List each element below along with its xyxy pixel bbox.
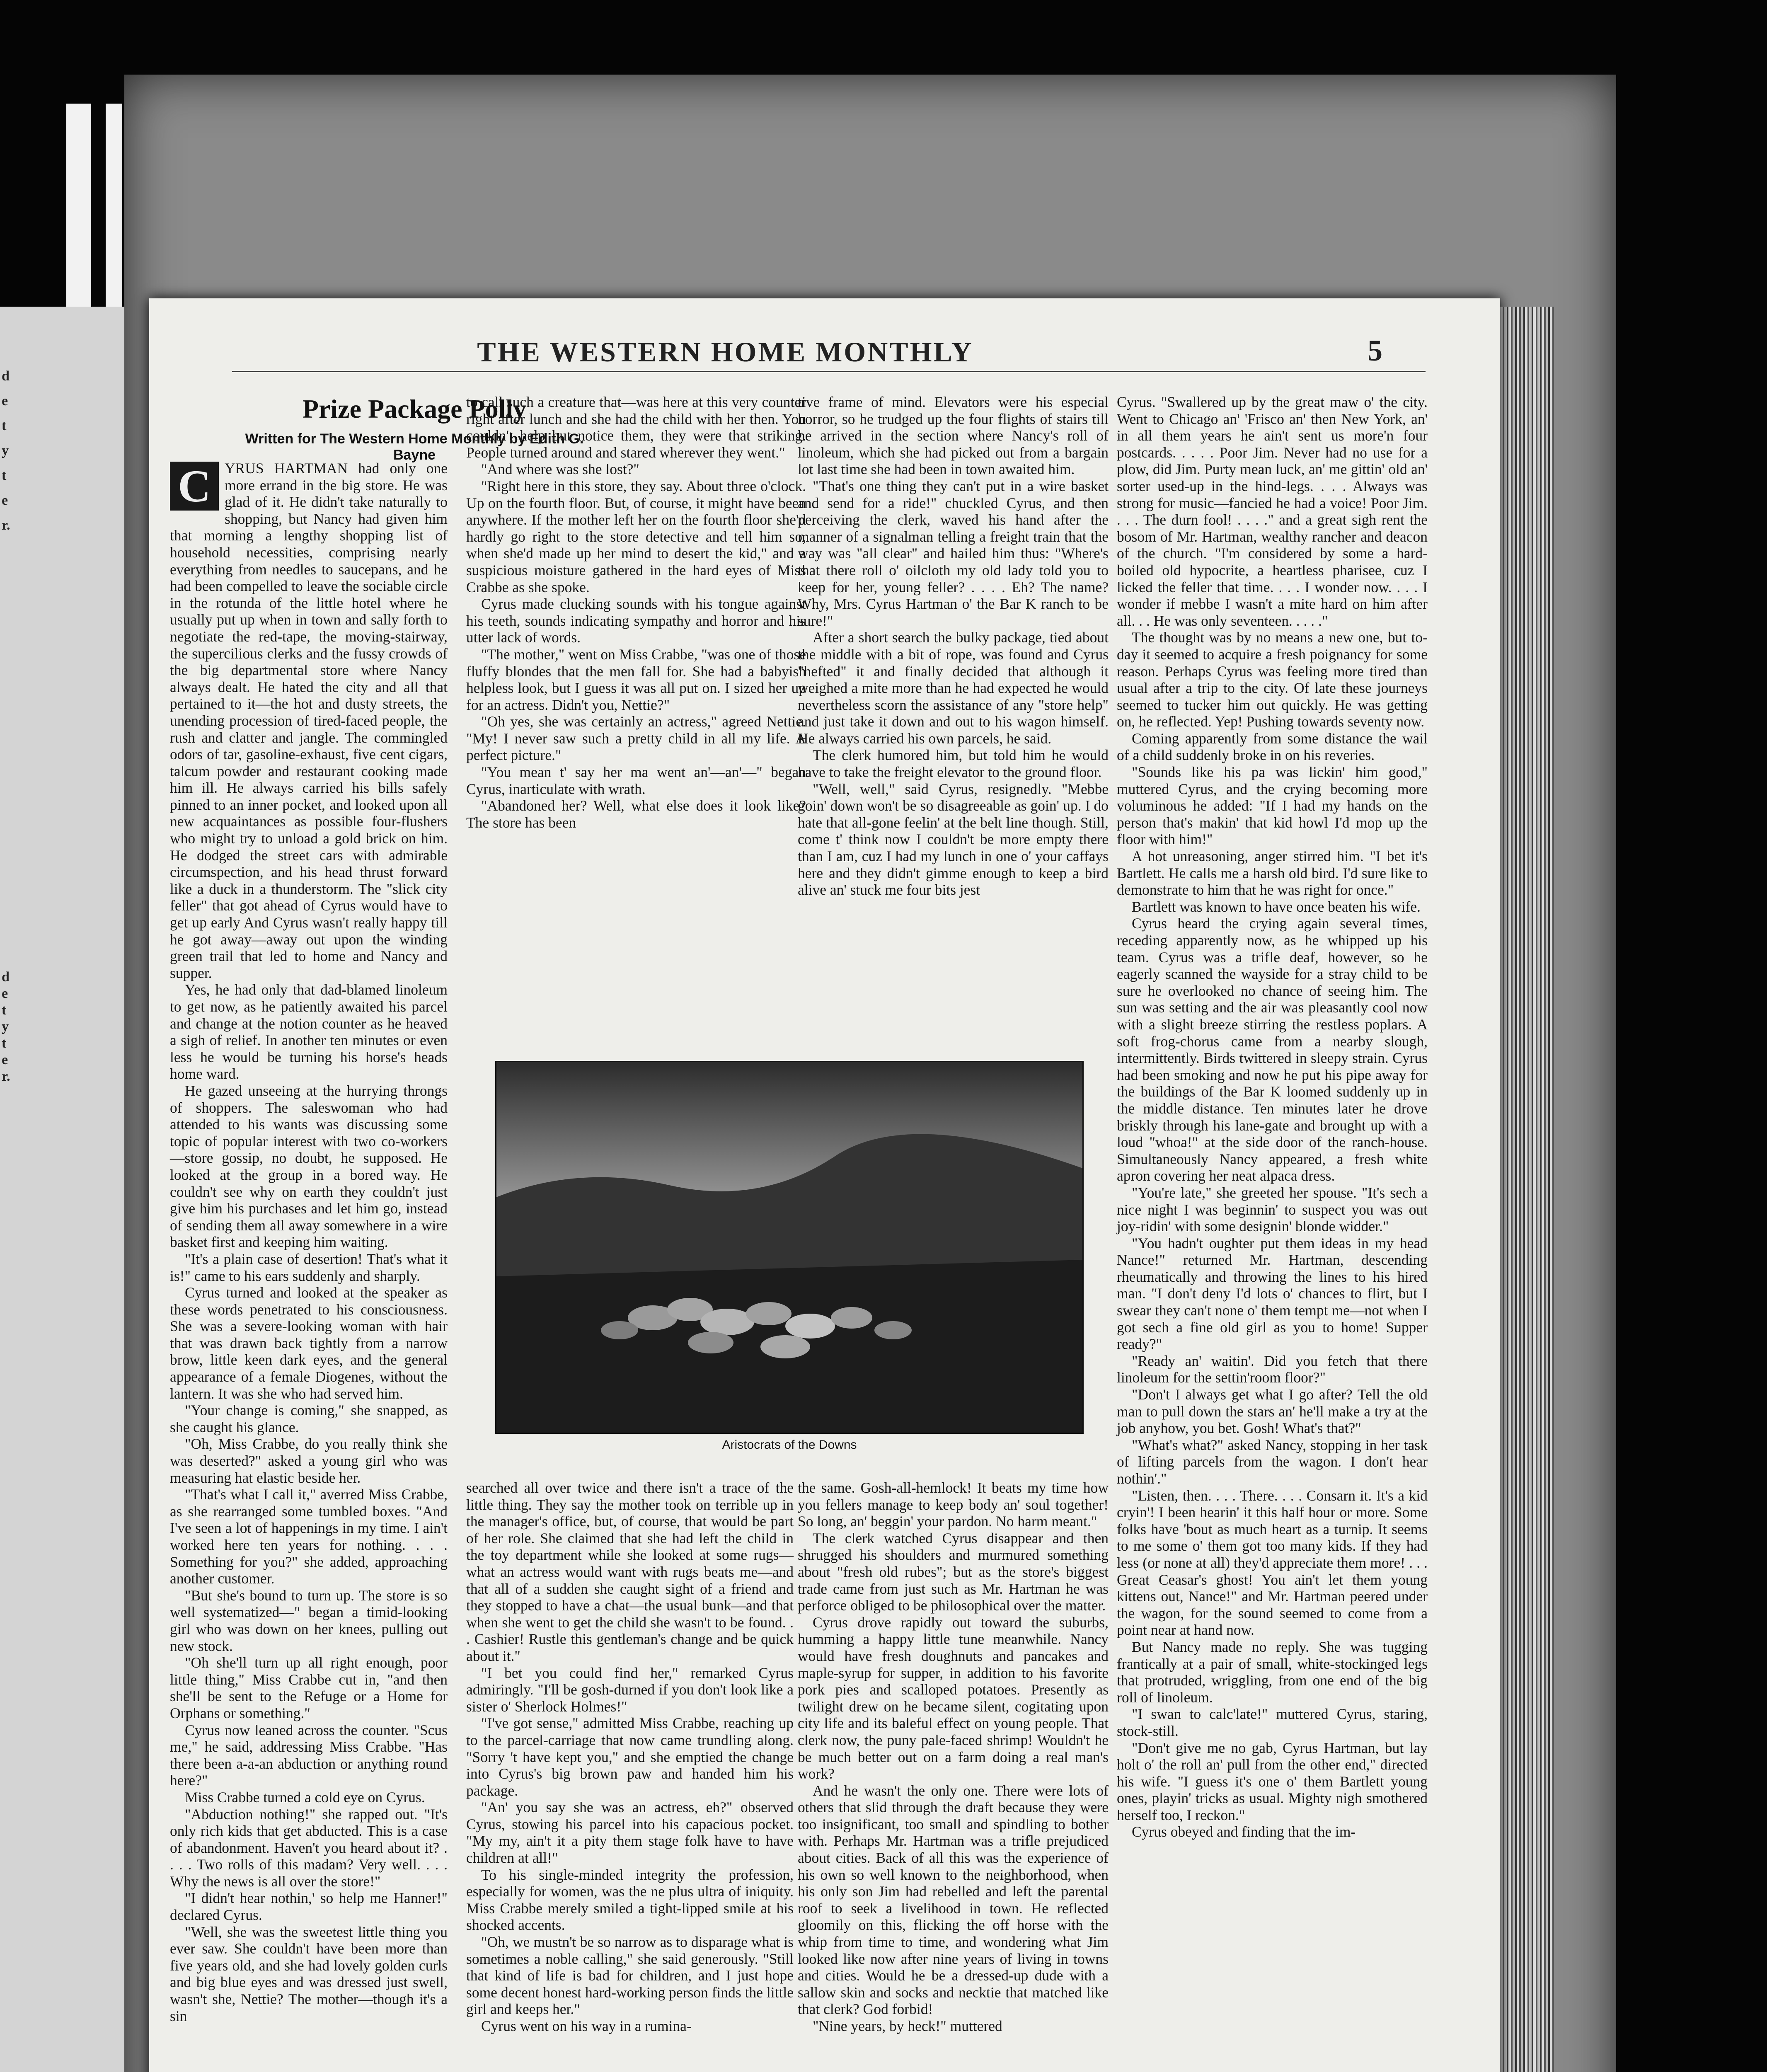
column-1: [170, 460, 448, 2072]
paragraph: "Listen, then. . . . There. . . . Consarn it. It's a kid cryin'! I been hearin' it this half hour or more. Some folks have 'bout as much heart as a turnip. It seems to me some o' them got too many kids. If they had less (or none at all) they'd appreciate them more! . . . Great Ceasar's ghost! You ain't let them young kittens out, Nance!" and Mr. Hartman peered under the wagon, for the sound seemed to come from a point near at hand now.: [1117, 1487, 1428, 1639]
paragraph: And he wasn't the only one. There were lots of others that slid through the draft because they were too insignificant, too small and spindling to bother with. Perhaps Mr. Hartman was a trifle prejudiced about cities. Back of all this was the experience of his own so well known to the neighborhood, when his only son Jim had rebelled and left the parental roof to seek a livelihood in town. He reflected gloomily on this, flicking the off horse with the whip from time to time, and wondering what Jim looked like now after nine years of living in towns and cities. Would he be a dressed-up dude with a sallow skin and socks and necktie that matched like that clerk? God forbid!: [798, 1782, 1109, 2018]
paragraph: "An' you say she was an actress, eh?" observed Cyrus, stowing his parcel into his capacious pocket. "My my, ain't it a pity them stage folk have to have children at all!": [466, 1799, 794, 1866]
paragraph: "It's a plain case of desertion! That's what it is!" came to his ears suddenly and sharply.: [170, 1250, 448, 1284]
header-rule: [232, 371, 1426, 372]
paragraph: To his single-minded integrity the profession, especially for women, was the ne plus ultra of iniquity. Miss Crabbe merely smiled a tight-lipped smile at his shocked accents.: [466, 1866, 794, 1934]
prev-page-letter: e: [2, 493, 8, 508]
paragraph: "Oh, Miss Crabbe, do you really think she was deserted?" asked a young girl who was measuring hat elastic beside her.: [170, 1435, 448, 1486]
page-stack-edge: [1492, 307, 1554, 2072]
prev-page-letter: y: [2, 1019, 9, 1034]
column-2: [466, 394, 806, 1057]
masthead: THE WESTERN HOME MONTHLY: [477, 336, 973, 368]
paragraph: The clerk humored him, but told him he would have to take the freight elevator to the ground floor.: [798, 747, 1109, 781]
paragraph: "And where was she lost?": [481, 461, 639, 478]
prev-page-letter: r.: [2, 518, 10, 533]
prev-page-letter: e: [2, 393, 8, 409]
prev-page-letter: e: [2, 1052, 8, 1067]
film-edge-mark: [106, 104, 122, 311]
prev-page-letter: t: [2, 468, 7, 483]
paragraph: He gazed unseeing at the hurrying throngs of shoppers. The saleswoman who had attended to his wants was discussing some topic of popular interest with two co-workers—store gossip, no doubt, he supposed. He looked at the group in a bored way. He couldn't see why on earth they couldn't just give him his purchases and let him go, instead of sending them all away somewhere in a wire basket first and keeping him waiting.: [170, 1082, 448, 1251]
paragraph: "I've got sense," admitted Miss Crabbe, reaching up to the parcel-carriage that now came trundling along. "Sorry 't have kept you," and she emptied the change into Cyrus's big brown paw and handed him his package.: [466, 1715, 794, 1799]
column-5: [466, 1479, 794, 2072]
drop-cap: C: [170, 462, 219, 511]
paragraph: Cyrus heard the crying again several times, receding apparently now, as he whipped up his team. Cyrus was a trifle deaf, however, so he eagerly scanned the wayside for a stray child to be sure he overlooked no chance of seeing him. The sun was setting and the air was pleasantly cool now with a slight breeze stirring the restless poplars. A soft frog-chorus came from a nearby slough, intermittently. Birds twittered in sleepy strain. Cyrus had been smoking and now he put his pipe away for the buildings of the Bar K loomed suddenly up in the middle distance. Ten minutes later he drove briskly through his lane-gate and brought up with a loud "whoa!" at the side door of the ranch-house. Simultaneously Nancy appeared, a fresh white apron covering her neat alpaca dress.: [1117, 915, 1428, 1184]
paragraph: But Nancy made no reply. She was tugging frantically at a pair of small, white-stockinged legs that protruded, wriggling, from one end of the big roll of linoleum.: [1117, 1638, 1428, 1706]
paragraph: "Don't give me no gab, Cyrus Hartman, but lay holt o' the roll an' pull from the other end," directed his wife. "I guess it's one o' them Bartlett young ones, playin' tricks as usual. Mighty nigh smothered herself too, I reckon.": [1117, 1739, 1428, 1823]
previous-page-edge: [0, 307, 124, 2072]
paragraph: "Oh yes, she was certainly an actress," agreed Nettie. "My! I never saw such a pretty child in all my life. A perfect picture.": [466, 713, 806, 764]
paragraph: "Sounds like his pa was lickin' him good," muttered Cyrus, and the crying becoming more voluminous he added: "If I had my hands on the person that's makin' that kid howl I'd mop up the floor with him!": [1117, 764, 1428, 848]
paragraph: "Oh, we mustn't be so narrow as to disparage what is sometimes a noble calling," she said generously. "Still that kind of life is bad for children, and I just hope some decent honest hard-working person finds the little girl and keeps her.": [466, 1934, 794, 2018]
paragraph: the same. Gosh-all-hemlock! It beats my time how you fellers manage to keep body an' soul together! So long, an' beggin' your pardon. No harm meant.": [798, 1479, 1109, 1530]
paragraph: YRUS HARTMAN had only one more errand in the big store. He was glad of it. He didn't take naturally to shopping, but Nancy had given him that morning a lengthy shopping list of household necessities, comprising nearly everything from needles to saucepans, and he had been compelled to leave the sociable circle in the rotunda of the little hotel where he usually put up when in town and sally forth to negotiate the red-tape, the moving-stairway, the supercilious clerks and the fussy crowds of the big departmental store where Nancy always dealt. He hated the city and all that pertained to it—the hot and dusty streets, the unending procession of tired-faced people, the rush and clatter and jangle. The commingled odors of tar, gasoline-exhaust, five cent cigars, talcum powder and restaurant cooking made him ill. He always carried his bills safely pinned to an inner pocket, and looked upon all new acquaintances as possible four-flushers who might try to unload a gold brick on him. He dodged the street cars with admirable circumspection, and his head thrust forward like a duck in a thunderstorm. The "slick city feller" that got ahead of Cyrus would have to get up early And Cyrus wasn't really happy till he got away—away out upon the winding green trail that led to home and Nancy and supper.: [170, 460, 448, 981]
prev-page-letter: d: [2, 969, 10, 985]
paragraph: "Oh she'll turn up all right enough, poor little thing," Miss Crabbe cut in, "and then she'll be sent to the Refuge or a Home for Orphans or something.": [170, 1654, 448, 1721]
paragraph: "That's what I call it," averred Miss Crabbe, as she rearranged some tumbled boxes. "And I've seen a lot of happenings in my time. I ain't worked here ten years for nothing. . . . Something for you?" she added, approaching another customer.: [170, 1486, 448, 1587]
paragraph: The thought was by no means a new one, but to-day it seemed to acquire a fresh poignancy for some reason. Perhaps Cyrus was feeling more tired than usual after a trip to the city. Of late these journeys seemed to tucker him out quickly. He was getting on, he reflected. Yep! Pushing towards seventy now.: [1117, 629, 1428, 730]
paragraph: Bartlett was known to have once beaten his wife.: [1132, 898, 1421, 915]
paragraph: Cyrus obeyed and finding that the im-: [1132, 1823, 1356, 1840]
prev-page-letter: t: [2, 1036, 7, 1051]
paragraph: "But she's bound to turn up. The store is so well systematized—" began a timid-looking girl who was down on her knees, pulling out new stock.: [170, 1587, 448, 1654]
prev-page-letter: e: [2, 986, 8, 1001]
paragraph: "What's what?" asked Nancy, stopping in her task of lifting parcels from the wagon. I don't hear nothin'.": [1117, 1436, 1428, 1487]
paragraph: "I bet you could find her," remarked Cyrus admiringly. "I'll be gosh-durned if you don't look like a sister o' Sherlock Holmes!": [466, 1664, 794, 1715]
column-1-text: [170, 460, 448, 2024]
column-3: [798, 394, 1109, 1057]
paragraph: "Ready an' waitin'. Did you fetch that there linoleum for the settin'room floor?": [1117, 1352, 1428, 1386]
prev-page-letter: t: [2, 1002, 7, 1018]
article-title: Prize Package Polly: [302, 394, 527, 424]
paragraph: "I didn't hear nothin,' so help me Hanner!" declared Cyrus.: [170, 1890, 448, 1924]
paragraph: A hot unreasoning, anger stirred him. "I bet it's Bartlett. He calls me a harsh old bird. I'd sure like to demonstrate to him that he was right for once.": [1117, 848, 1428, 898]
paragraph: The clerk watched Cyrus disappear and then shrugged his shoulders and murmured something about "fresh old rubes"; but as the store's biggest trade came from just such as Mr. Hartman he was perforce obliged to be philosophical over the matter.: [798, 1530, 1109, 1614]
paragraph: Cyrus went on his way in a rumina-: [481, 2018, 692, 2034]
page-number: 5: [1368, 334, 1382, 367]
paragraph: After a short search the bulky package, tied about the middle with a bit of rope, was found and Cyrus "hefted" it and finally decided that although it weighed a mite more than he had expected he would nevertheless scorn the assistance of any "store help" and just take it down and out to his wagon himself. He always carried his own parcels, he said.: [798, 629, 1109, 747]
prev-page-letter: y: [2, 443, 9, 458]
paragraph: "You mean t' say her ma went an'—an'—" began Cyrus, inarticulate with wrath.: [466, 764, 806, 797]
paragraph: "Well, she was the sweetest little thing you ever saw. She couldn't have been more than five years old, and she had lovely golden curls and big blue eyes and was dressed just swell, wasn't she, Nettie? The mother—though it's a sin: [170, 1923, 448, 2024]
prev-page-letter: t: [2, 418, 7, 433]
paragraph: "That's one thing they can't put in a wire basket and send for a ride!" chuckled Cyrus, and then perceiving the clerk, waved his hand after the manner of a signalman telling a freight train that the way was "all clear" and hailed him thus: "Where's that there roll o' oilcloth my old lady told you to keep for her, young feller? . . . . Eh? The name? Why, Mrs. Cyrus Hartman o' the Bar K ranch to be sure!": [798, 477, 1109, 629]
paragraph: "You're late," she greeted her spouse. "It's sech a nice night I was beginnin' to suspect you was out joy-ridin' with some designin' blonde widder.": [1117, 1184, 1428, 1235]
paragraph: "Abduction nothing!" she rapped out. "It's only rich kids that get abducted. This is a case of abandonment. Haven't you heard about it? . . . . Two rolls of this madam? Very well. . . . Why the news is all over the store!": [170, 1806, 448, 1890]
paragraph: "Well, well," said Cyrus, resignedly. "Mebbe goin' down won't be so disagreeable as goin' up. I do hate that all-gone feelin' at the belt line though. Still, come t' think now I couldn't be more empty there than I am, cuz I had my lunch in one o' your caffays here and they didn't gimme enough to keep a bird alive an' stuck me four bits jest: [798, 780, 1109, 898]
paragraph: "The mother," went on Miss Crabbe, "was one of those fluffy blondes that the men fall for. She had a babyish helpless look, but I guess it was all put on. I sized her up for an actress. Didn't you, Nettie?": [466, 646, 806, 713]
paragraph: "Abandoned her? Well, what else does it look like? The store has been: [466, 797, 806, 831]
photo-caption: Aristocrats of the Downs: [722, 1438, 857, 1452]
paragraph: Cyrus. "Swallered up by the great maw o' the city. Went to Chicago an' 'Frisco an' then New York, an' in all them years he ain't sent us more'n four postcards. . . . . Poor Jim. Never had no use for a plow, did Jim. Purty mean luck, an' me gittin' old an' sorter used-up in the hind-legs. . . . Always was strong for music—fancied he had a voice! Poor Jim. . . . The durn fool! . . . ." and a great sigh rent the bosom of Mr. Hartman, wealthy rancher and deacon of the church. "I'm considered by some a hard-boiled old hypocrite, a heartless pharisee, cuz I licked the feller that time. . . . I wonder now. . . . I wonder if mebbe I wasn't a mite hard on him after all. . . He was only seventeen. . . . .": [1117, 394, 1428, 629]
paragraph: Yes, he had only that dad-blamed linoleum to get now, as he patiently awaited his parcel and change at the notion counter as he heaved a sigh of relief. In another ten minutes or even less he would be turning his horse's heads home ward.: [170, 981, 448, 1082]
paragraph: to call such a creature that—was here at this very counter right after lunch and she had the child with her then. You couldn't help but notice them, they were that striking. People turned around and stared wherever they went.": [466, 394, 806, 461]
paragraph: Coming apparently from some distance the wail of a child suddenly broke in on his reveries.: [1117, 730, 1428, 764]
paragraph: "Nine years, by heck!" muttered: [813, 2018, 1002, 2034]
paragraph: searched all over twice and there isn't a trace of the little thing. They say the mother took on terrible up in the manager's office, but, of course, that would be part of her role. She claimed that she had left the child in the toy department while she looked at some rugs—what an actress would want with rugs beats me—and that all of a sudden she caught sight of a friend and they stopped to have a chat—the usual bunk—and that when she went to get the child she wasn't to be found. . . Cashier! Rustle this gentleman's change and be quick about it.": [466, 1479, 794, 1664]
paragraph: "I swan to calc'late!" muttered Cyrus, staring, stock-still.: [1117, 1706, 1428, 1739]
prev-page-letter: d: [2, 368, 10, 384]
paragraph: Cyrus drove rapidly out toward the suburbs, humming a happy little tune meanwhile. Nancy would have fresh doughnuts and pancakes and maple-syrup for supper, in addition to his favorite pork pies and scalloped potatoes. Presently as twilight drew on he became silent, cogitating upon city life and its baleful effect on young people. That clerk now, the puny pale-faced shrimp! Wouldn't he be much better out on a farm doing a real man's work?: [798, 1614, 1109, 1782]
column-6: [798, 1479, 1109, 2072]
paragraph: "You hadn't oughter put them ideas in my head Nance!" returned Mr. Hartman, descending rheumatically and throwing the lines to his hired man. "I don't deny I'd lots o' chances to flirt, but I swear they can't none o' them tempt me—not when I got sech a fine old girl as you to home! Supper ready?": [1117, 1234, 1428, 1353]
column-4: [1117, 394, 1428, 2072]
paragraph: Cyrus turned and looked at the speaker as these words penetrated to his consciousness. She was a severe-looking woman with hair that was drawn back tightly from a narrow brow, little keen dark eyes, and the general appearance of a female Diogenes, without the lantern. It was she who had served him.: [170, 1284, 448, 1402]
film-edge-mark: [66, 104, 91, 311]
byline: Written for The Western Home Monthly by Edith G. Bayne: [245, 431, 584, 463]
paragraph: tive frame of mind. Elevators were his especial horror, so he trudged up the four flights of stairs till he arrived in the section where Nancy's roll of linoleum, which she had picked out from a bargain lot last time she had been in town awaited him.: [798, 394, 1109, 478]
paragraph: Cyrus made clucking sounds with his tongue against his teeth, sounds indicating sympathy and horror and his utter lack of words.: [466, 595, 806, 646]
paragraph: Miss Crabbe turned a cold eye on Cyrus.: [185, 1789, 425, 1806]
paragraph: "Don't I always get what I go after? Tell the old man to pull down the stars an' he'll make a try at the job anyhow, you bet. Gosh! What's that?": [1117, 1386, 1428, 1437]
paragraph: "Right here in this store, they say. About three o'clock. Up on the fourth floor. But, of course, it might have been anywhere. If the mother left her on the fourth floor she'd hardly go right to the store detective and tell him so, when she'd made up her mind to desert the kid," and a suspicious moisture gathered in the hard eyes of Miss Crabbe as she spoke.: [466, 477, 806, 595]
paragraph: Cyrus now leaned across the counter. "Scus me," he said, addressing Miss Crabbe. "Has there been a-a-an abduction or anything round here?": [170, 1721, 448, 1789]
paragraph: "Your change is coming," she snapped, as she caught his glance.: [170, 1402, 448, 1435]
sheep-photograph: [495, 1061, 1084, 1434]
prev-page-letter: r.: [2, 1069, 10, 1084]
